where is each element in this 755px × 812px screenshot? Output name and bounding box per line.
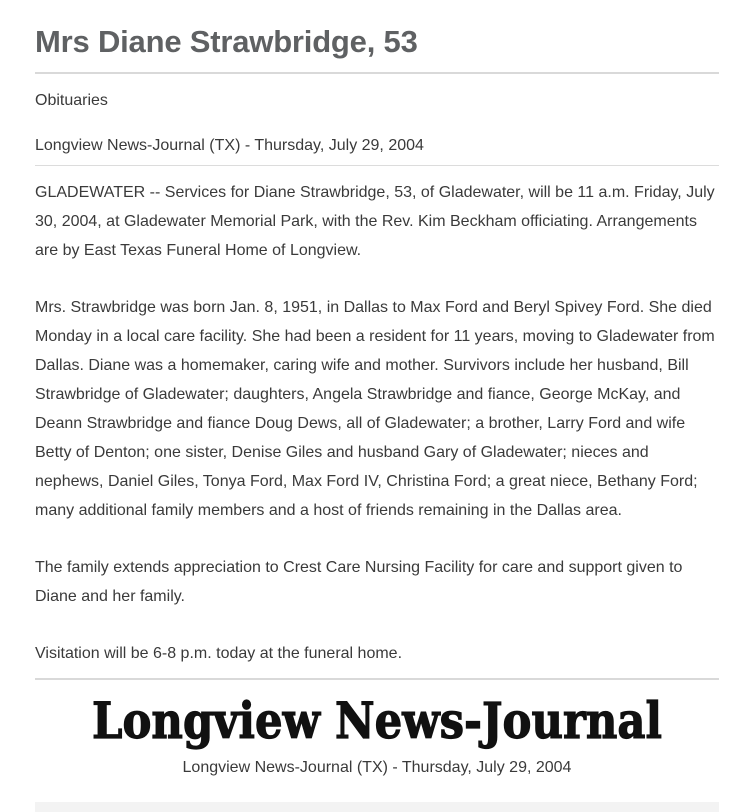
newspaper-masthead — [35, 688, 719, 778]
newspaper-logo — [87, 688, 667, 752]
article-paragraph: Mrs. Strawbridge was born Jan. 8, 1951, in Dallas to Max Ford and Beryl Spivey Ford. She died Monday in a local care facility. She had been a resident for 11 years, moving to Gladewater from Dallas. Diane was a homemaker, caring wife and mother. Survivors include her husband, Bill Strawbridge of Gladewater; daughters, Angela Strawbridge and fiance, George McKay, and Deann Strawbridge and fiance Doug Dews, all of Gladewater; a brother, Larry Ford and wife Betty of Denton; one sister, Denise Giles and husband Gary of Gladewater; nieces and nephews, Daniel Giles, Tonya Ford, Max Ford IV, Christina Ford; a great niece, Bethany Ford; many additional family members and a host of friends remaining in the Dallas area. — [35, 299, 715, 519]
article-category: Obituaries — [35, 92, 108, 109]
article-paragraph: GLADEWATER -- Services for Diane Strawbridge, 53, of Gladewater, will be 11 a.m. Friday, July 30, 2004, at Gladewater Memorial Park, with the Rev. Kim Beckham officiating. Arrangements are by East Texas Funeral Home of Longview. — [35, 184, 715, 259]
bottom-panel — [35, 802, 719, 812]
body-divider — [35, 678, 719, 680]
article-paragraph: The family extends appreciation to Crest Care Nursing Facility for care and support given to Diane and her family. — [35, 559, 683, 605]
article-paragraph: Visitation will be 6-8 p.m. today at the funeral home. — [35, 645, 403, 662]
article-source-line: Longview News-Journal (TX) - Thursday, July 29, 2004 — [35, 137, 424, 154]
source-divider — [35, 165, 719, 166]
newspaper-logo-text: Longview News-Journal — [92, 691, 662, 750]
article-container — [35, 0, 719, 778]
masthead-caption: Longview News-Journal (TX) - Thursday, July 29, 2004 — [182, 759, 572, 776]
page-title: Mrs Diane Strawbridge, 53 — [35, 24, 418, 59]
title-divider — [35, 72, 719, 74]
article-body — [35, 178, 719, 668]
